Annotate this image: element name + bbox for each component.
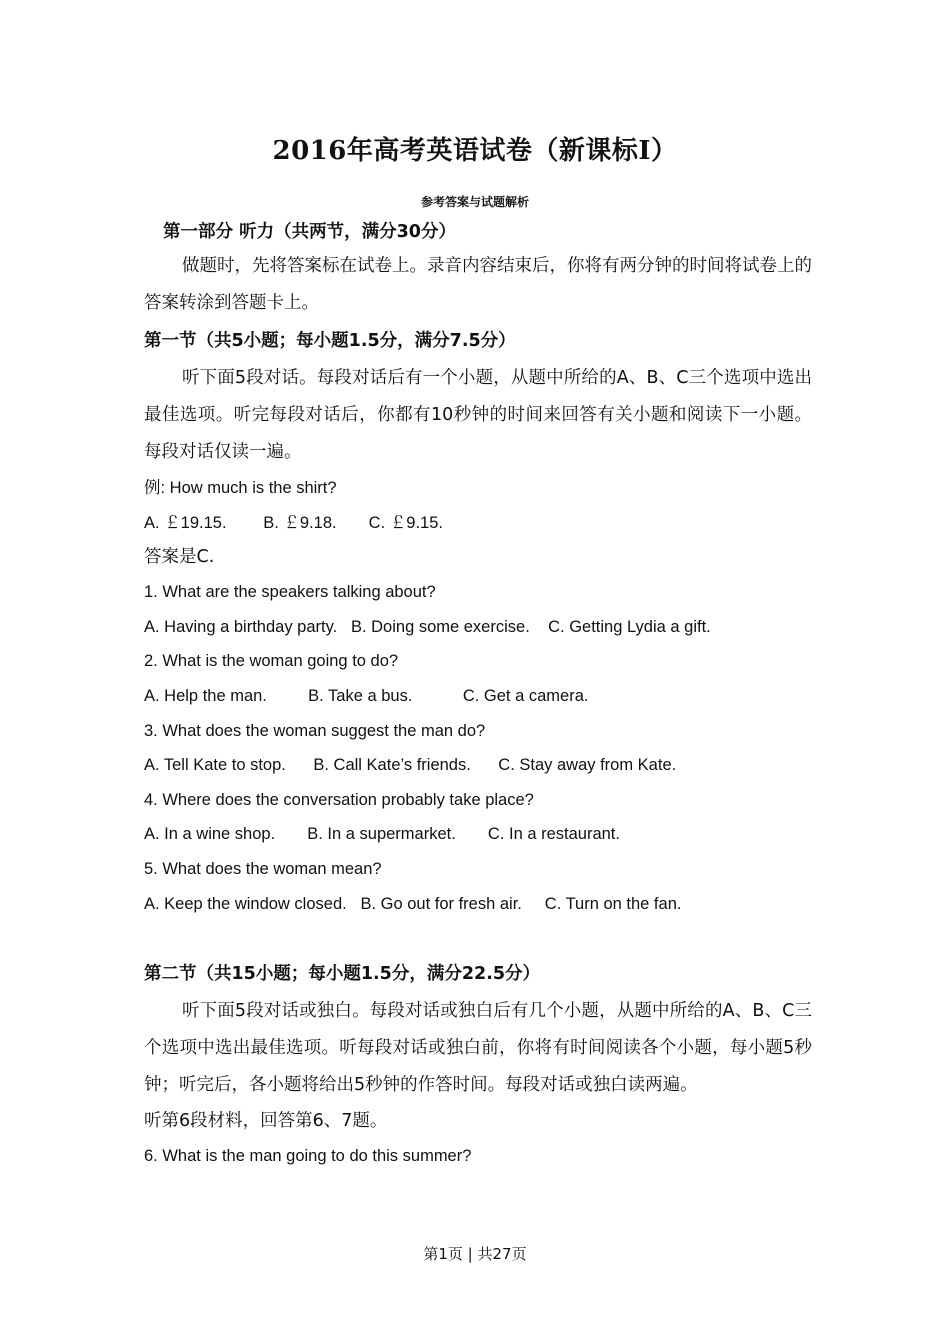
part1-instructions: 做题时，先将答案标在试卷上。录音内容结束后，你将有两分钟的时间将试卷上的答案转涂到答题卡上。 [144, 256, 812, 313]
page-title: 2016年高考英语试卷（新课标Ⅰ） [272, 136, 678, 166]
section2-instructions: 听下面5段对话或独白。每段对话或独白后有几个小题，从题中所给的A、B、C三个选项中选出最佳选项。听每段对话或独白前，你将有时间阅读各个小题，每小题5秒钟；听完后，各小题将给出5秒钟的作答时间。每段对话或独白读两遍。 [144, 1001, 812, 1096]
page-subtitle: 参考答案与试题解析 [420, 195, 529, 209]
question-4-options: A. In a wine shop. B. In a supermarket. C. In a restaurant. [144, 825, 620, 844]
question-3-options: A. Tell Kate to stop. B. Call Kate’s friends. C. Stay away from Kate. [144, 756, 677, 775]
section2-heading: 第二节（共15小题；每小题1.5分，满分22.5分） [144, 964, 541, 985]
spacer [144, 921, 812, 955]
question-6: 6. What is the man going to do this summer? [144, 1147, 472, 1166]
document-body [144, 216, 812, 1174]
page-footer: 第1页 | 共27页 [423, 1245, 527, 1263]
example-options: A. ￡19.15. B. ￡9.18. C. ￡9.15. [144, 513, 443, 532]
material-note: 听第6段材料，回答第6、7题。 [144, 1111, 388, 1132]
question-1: 1. What are the speakers talking about? [144, 583, 436, 602]
section1-instructions: 听下面5段对话。每段对话后有一个小题，从题中所给的A、B、C三个选项中选出最佳选项。听完每段对话后，你都有10秒钟的时间来回答有关小题和阅读下一小题。每段对话仅读一遍。 [144, 368, 812, 462]
question-2-options: A. Help the man. B. Take a bus. C. Get a camera. [144, 686, 589, 705]
part1-heading: 第一部分 听力（共两节，满分30分） [163, 222, 456, 242]
question-5-options: A. Keep the window closed. B. Go out for fresh air. C. Turn on the fan. [144, 894, 682, 913]
question-3: 3. What does the woman suggest the man do? [144, 721, 486, 740]
section1-heading: 第一节（共5小题；每小题1.5分，满分7.5分） [144, 331, 516, 351]
example-question: 例: How much is the shirt? [144, 479, 337, 497]
question-4: 4. Where does the conversation probably take place? [144, 790, 534, 809]
question-1-options: A. Having a birthday party. B. Doing some exercise. C. Getting Lydia a gift. [144, 617, 711, 636]
question-2: 2. What is the woman going to do? [144, 652, 399, 671]
question-5: 5. What does the woman mean? [144, 859, 382, 878]
example-answer: 答案是C. [144, 547, 215, 568]
